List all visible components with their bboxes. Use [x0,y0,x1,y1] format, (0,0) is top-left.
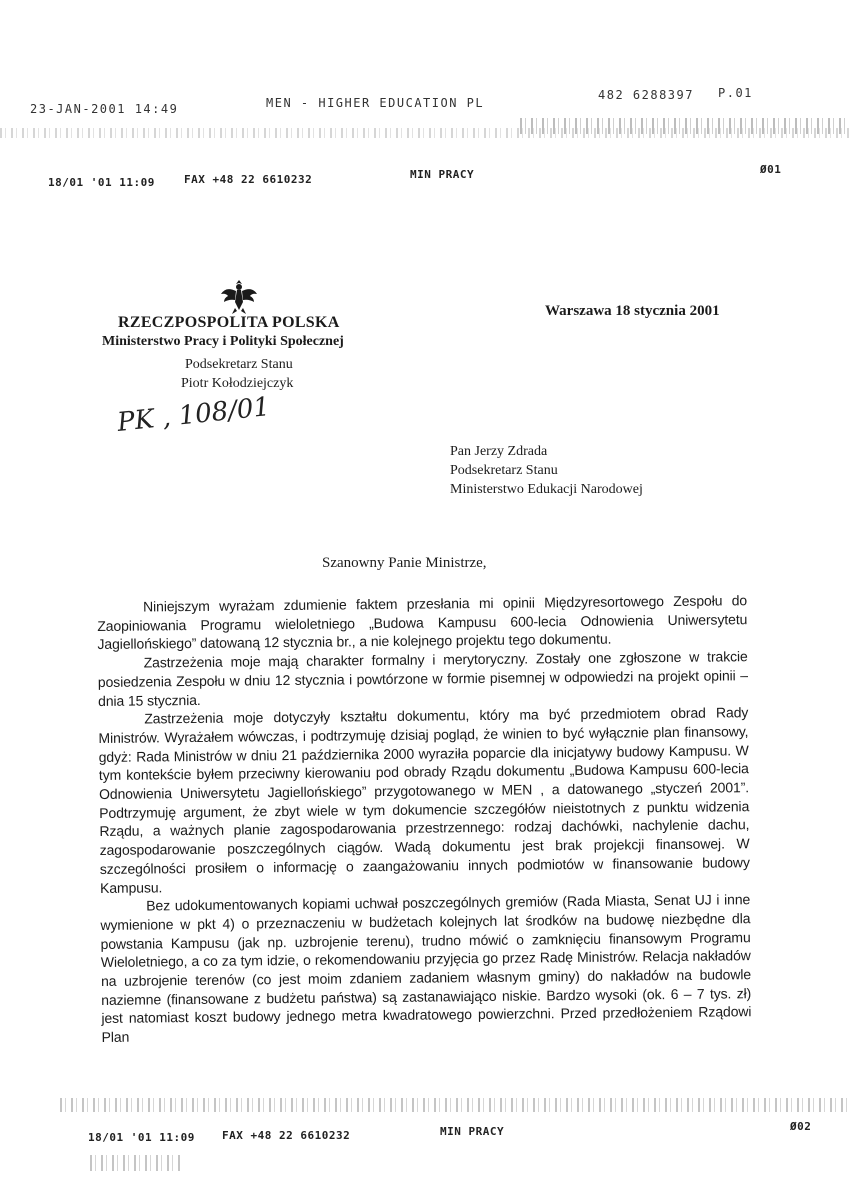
fax-second-page: Ø01 [760,163,782,176]
scan-noise-bottom-left [90,1155,180,1171]
fax-footer-page: Ø02 [790,1120,812,1133]
fax-top-datetime: 23-JAN-2001 14:49 [30,102,179,116]
letterhead-person: Piotr Kołodziejczyk [181,376,294,391]
recipient-title: Podsekretarz Stanu [450,463,558,478]
paragraph: Bez udokumentowanych kopiami uchwał poszczególnych gremiów (Rada Miasta, Senat UJ i inne wymienione w pkt 4) o przeznaczeniu w budżetach kolejnych lat środków na budowę niezbędne dla powstania Kampusu (jak np. uzbrojenie terenu), trudno mówić o zamknięciu finansowym Programu Wieloletniego, a co za tym idzie, o rekomendowaniu przyjęcia go przez Radę Ministrów. Relacja nakładów na uzbrojenie terenów (co jest moim zdaniem zadaniem własnym gminy) do nakładów na budowle naziemne (finansowane z budżetu państwa) są zastanawiająco niskie. Bardzo wysoki (ok. 6 – 7 tys. zł) jest natomiast koszt budowy jednego metra kwadratowego powierzchni. Przed przedłożeniem Rządowi Plan [100,891,752,1046]
fax-top-sender: MEN - HIGHER EDUCATION PL [266,96,485,110]
fax-footer-number: FAX +48 22 6610232 [222,1129,351,1142]
paragraph: Niniejszym wyrażam zdumienie faktem przesłania mi opinii Międzyresortowego Zespołu do Zaopiniowania Programu wieloletniego „Budowa Kampusu 600-lecia Odnowienia Uniwersytetu Jagiellońskiego” datowaną 12 stycznia br., a nie kolejnego projektu tego dokumentu. [97,592,748,653]
letterhead-ministry: Ministerstwo Pracy i Polityki Społecznej [102,334,344,349]
letterhead-country: RZECZPOSPOLITA POLSKA [118,314,340,331]
salutation: Szanowny Panie Ministrze, [322,555,487,571]
paragraph: Zastrzeżenia moje mają charakter formalny i merytoryczny. Zostały one zgłoszone w trakcie posiedzenia Zespołu w dniu 12 stycznia i powtórzone w formie pisemnej w odpowiedzi na projekt opinii – dnia 15 stycznia. [97,648,748,709]
scan-noise-bottom [60,1098,849,1112]
recipient-name: Pan Jerzy Zdrada [450,444,548,459]
fax-second-datetime: 18/01 '01 11:09 [48,176,155,189]
fax-second-sender: MIN PRACY [410,168,475,181]
letter-body [97,591,752,1047]
scan-noise-right [520,118,849,134]
recipient-block [450,442,643,499]
handwritten-reference: PK , 108/01 [115,392,272,438]
paragraph: Zastrzeżenia moje dotyczyły kształtu dokumentu, który ma być przedmiotem obrad Rady Ministrów. Wyrażałem wówczas, i podtrzymuję dzisiaj pogląd, że winien to być wyłącznie plan finansowy, gdyż: Rada Ministrów w dniu 21 października 2000 wyraziła poparcie dla inicjatywy budowy Kampusu. W tym kontekście byłem przeciwny kierowaniu pod obrady Rządu dokumentu „Budowa Kampusu 600-lecia Odnowienia Uniwersytetu Jagiellońskiego” przygotowanego w MEN , a datowanego „styczeń 2001”. Podtrzymuję argument, że zbyt wiele w tym dokumencie szczegółów nieistotnych z punktu widzenia Rządu, a ważnych planie zagospodarowania przestrzennego: rodzaj dachówki, nachylenie dachu, zagospodarowanie poszczególnych ciągów. Wadą dokumentu jest brak projekcji finansowej. W szczególności prosiłem o informację o zaangażowaniu innych podmiotów w finansowanie budowy Kampusu. [98,704,750,896]
fax-footer-sender: MIN PRACY [440,1125,505,1138]
fax-second-number: FAX +48 22 6610232 [184,173,313,186]
letter-date: Warszawa 18 stycznia 2001 [545,303,720,319]
polish-eagle-emblem-icon [218,276,260,318]
letterhead-position: Podsekretarz Stanu [185,357,293,372]
fax-footer-datetime: 18/01 '01 11:09 [88,1131,195,1144]
recipient-ministry: Ministerstwo Edukacji Narodowej [450,482,643,497]
fax-top-page: P.01 [718,86,753,100]
fax-top-number: 482 6288397 [598,88,694,102]
